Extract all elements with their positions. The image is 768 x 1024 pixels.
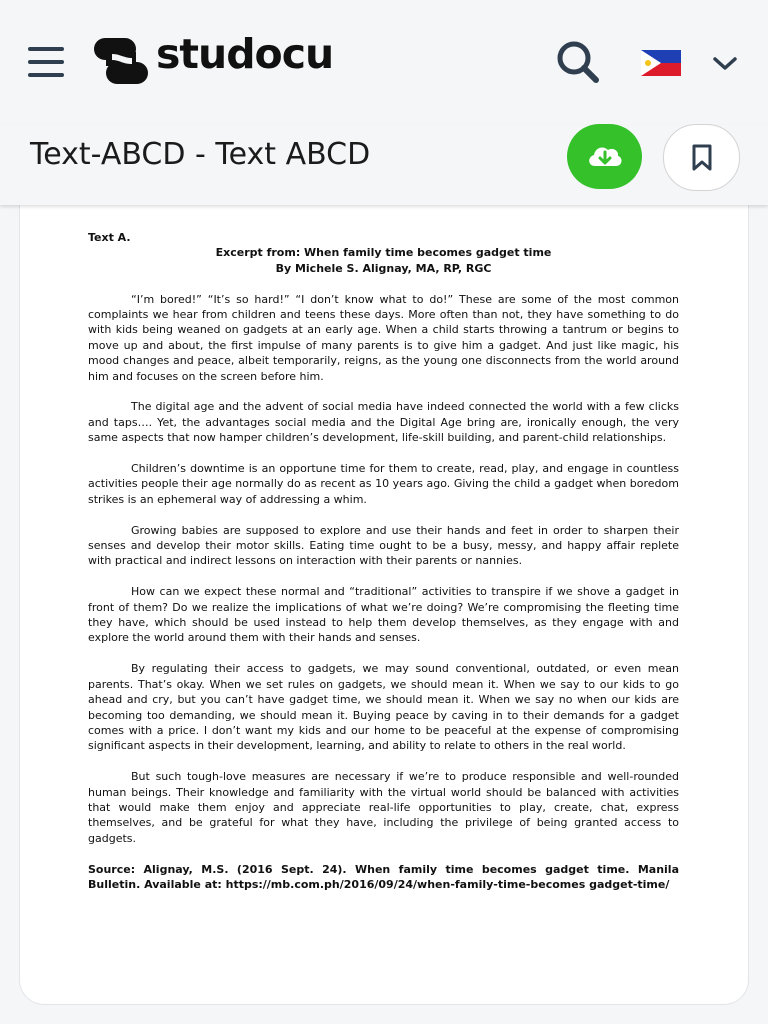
studocu-logo-icon[interactable] <box>92 36 152 88</box>
search-icon[interactable] <box>554 40 602 84</box>
document-title-bar <box>0 125 768 205</box>
bookmark-button[interactable] <box>663 124 740 191</box>
download-button[interactable] <box>567 124 642 189</box>
document-title: Text-ABCD - Text ABCD <box>30 137 371 172</box>
paragraph: By regulating their access to gadgets, we may sound conventional, outdated, or even mean parents. That’s okay. When we set rules on gadgets, we should mean it. When we say to our kids to go ahead and cry, but you can’t have gadget time, we should mean it. When we say no when our kids are becoming too demanding, we should mean it. Buying peace by caving in to their demands for a gadget comes with a price. I don’t want my kids and our home to be peaceful at the expense of compromising significant aspects in their development, learning, and ability to relate to others in the real world. <box>88 662 679 753</box>
document-page <box>20 170 748 1004</box>
paragraph: Children’s downtime is an opportune time for them to create, read, play, and engage in countless activities people their age normally do as recent as 10 years ago. Giving the child a gadget when boredom strikes is an ephemeral way of addressing a whim. <box>88 462 679 506</box>
document-byline: By Michele S. Alignay, MA, RP, RGC <box>275 261 492 275</box>
philippines-flag-icon[interactable] <box>641 50 681 76</box>
chevron-down-icon[interactable] <box>711 53 739 73</box>
brand-name[interactable]: studocu <box>156 30 334 78</box>
paragraph: How can we expect these normal and “traditional” activities to transpire if we shove a gadget in front of them? Do we realize the implications of what we’re doing? We’re compromising the fleeting time they have, which should be used instead to help them develop themselves, as they engage with and explore the world around them with their hands and senses. <box>88 585 679 645</box>
source-citation: Source: Alignay, M.S. (2016 Sept. 24). When family time becomes gadget time. Manila Bulletin. Available at: https://mb.com.ph/2016/09/24/when-family-time-becomes gadget-time/ <box>88 862 679 891</box>
paragraph: Growing babies are supposed to explore and use their hands and feet in order to sharpen their senses and develop their motor skills. Eating time ought to be a busy, messy, and happy affair replete with practical and indirect lessons on interaction with their parents or nannies. <box>88 523 679 568</box>
text-label: Text A. <box>88 231 131 244</box>
paragraph: But such tough-love measures are necessary if we’re to produce responsible and well-rounded human beings. Their knowledge and familiarity with the virtual world should be balanced with activities that would make them enjoy and appreciate real-life opportunities to play, create, chat, express themselves, and be grateful for what they have, including the privilege of being granted access to gadgets. <box>88 770 679 845</box>
bookmark-icon <box>690 144 714 172</box>
hamburger-menu-icon[interactable] <box>28 47 64 77</box>
document-heading: Excerpt from: When family time becomes gadget time <box>215 246 552 260</box>
paragraph: The digital age and the advent of social media have indeed connected the world with a few clicks and taps…. Yet, the advantages social media and the Digital Age bring are, ironically enough, the very same aspects that now hamper children’s development, life-skill building, and parent-child relationships. <box>88 400 679 445</box>
document-body <box>88 230 679 892</box>
app-header <box>0 0 768 125</box>
paragraph: “I’m bored!” “It’s so hard!” “I don’t know what to do!” These are some of the most common complaints we hear from children and teens these days. More often than not, they have something to do with kids being weaned on gadgets at an early age. When a child starts throwing a tantrum or begins to move up and about, the first impulse of many parents is to give him a gadget. And just like magic, his mood changes and peace, albeit temporarily, reigns, as the young one disconnects from the world around him and focuses on the screen before him. <box>88 292 679 383</box>
cloud-download-icon <box>585 142 625 172</box>
